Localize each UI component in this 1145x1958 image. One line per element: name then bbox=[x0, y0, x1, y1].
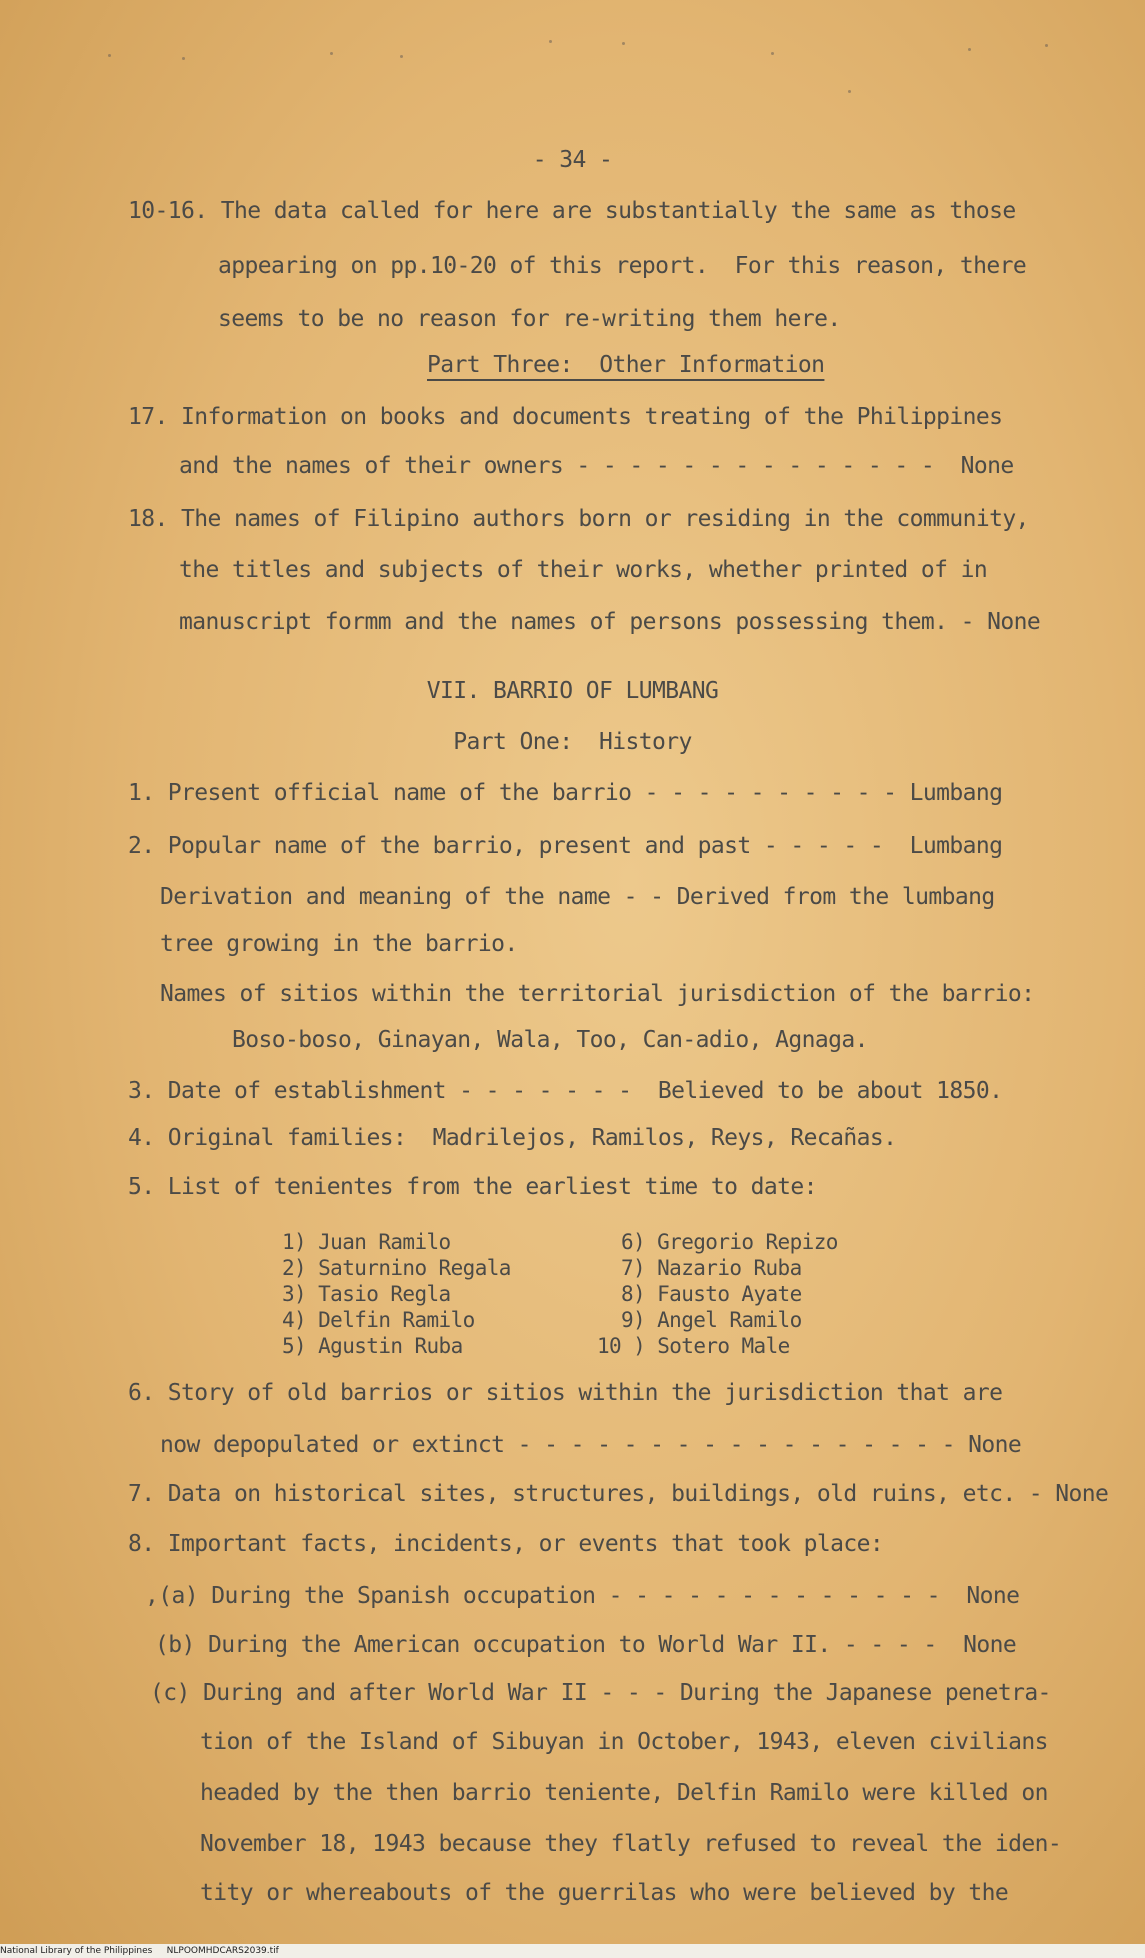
section-heading: VII. BARRIO OF LUMBANG bbox=[426, 678, 719, 704]
item-8-line-3: (b) During the American occupation to World War II. - - - - None bbox=[155, 1632, 1017, 1658]
page-number: - 34 - bbox=[532, 147, 613, 173]
teniente-list-item: 6) Gregorio Repizo bbox=[621, 1230, 838, 1254]
item-8-line-6: headed by the then barrio teniente, Delfin Ramilo were killed on bbox=[200, 1780, 1048, 1806]
dust-speck bbox=[848, 90, 851, 93]
item-2-line-2: Derivation and meaning of the name - - Derived from the lumbang bbox=[160, 884, 995, 910]
item-17-line-2: and the names of their owners - - - - - - - - - - - - - - None bbox=[179, 453, 1014, 479]
dust-speck bbox=[1045, 44, 1048, 47]
item-18-line-3: manuscript formm and the names of persons possessing them. - None bbox=[179, 609, 1041, 635]
archive-footer: National Library of the Philippines NLPOOMHDCARS2039.tif bbox=[0, 1944, 1145, 1958]
item-8-line-2: ,(a) During the Spanish occupation - - - - - - - - - - - - - None bbox=[145, 1583, 1020, 1609]
teniente-list-item: 4) Delfin Ramilo bbox=[282, 1308, 475, 1332]
item-10-16-line-2: appearing on pp.10-20 of this report. For this reason, there bbox=[218, 253, 1027, 279]
item-2-line-3: tree growing in the barrio. bbox=[160, 931, 518, 957]
dust-speck bbox=[182, 57, 185, 60]
item-10-16-line-3: seems to be no reason for re-writing them here. bbox=[218, 306, 841, 332]
item-4: 4. Original families: Madrilejos, Ramilos, Reys, Recañas. bbox=[128, 1125, 897, 1151]
teniente-list-item: 8) Fausto Ayate bbox=[621, 1282, 802, 1306]
item-17-line-1: 17. Information on books and documents treating of the Philippines bbox=[128, 404, 1003, 430]
teniente-list-item: 2) Saturnino Regala bbox=[282, 1256, 511, 1280]
item-8-line-7: November 18, 1943 because they flatly refused to reveal the iden- bbox=[200, 1831, 1062, 1857]
teniente-list-item: 5) Agustin Ruba bbox=[282, 1334, 463, 1358]
item-6-line-2: now depopulated or extinct - - - - - - - - - - - - - - - - - None bbox=[160, 1432, 1022, 1458]
dust-speck bbox=[771, 52, 774, 55]
dust-speck bbox=[108, 54, 111, 57]
item-8-line-4: (c) During and after World War II - - - During the Japanese penetra- bbox=[150, 1680, 1051, 1706]
item-8-line-8: tity or whereabouts of the guerrilas who were believed by the bbox=[200, 1880, 1009, 1906]
teniente-list-item: 7) Nazario Ruba bbox=[621, 1256, 802, 1280]
teniente-list-item: 1) Juan Ramilo bbox=[282, 1230, 451, 1254]
dust-speck bbox=[330, 52, 333, 55]
item-18-line-1: 18. The names of Filipino authors born or residing in the community, bbox=[128, 506, 1029, 532]
item-2-line-5: Boso-boso, Ginayan, Wala, Too, Can-adio, Agnaga. bbox=[232, 1027, 868, 1053]
teniente-list-item: 9) Angel Ramilo bbox=[621, 1308, 802, 1332]
dust-speck bbox=[400, 55, 403, 58]
teniente-list-item: 3) Tasio Regla bbox=[282, 1282, 451, 1306]
dust-speck bbox=[622, 42, 625, 45]
item-2-line-1: 2. Popular name of the barrio, present and past - - - - - Lumbang bbox=[128, 833, 1003, 859]
item-2-line-4: Names of sitios within the territorial jurisdiction of the barrio: bbox=[160, 981, 1035, 1007]
item-8-line-1: 8. Important facts, incidents, or events that took place: bbox=[128, 1531, 884, 1557]
item-5: 5. List of tenientes from the earliest time to date: bbox=[128, 1174, 817, 1200]
item-8-line-5: tion of the Island of Sibuyan in October, 1943, eleven civilians bbox=[200, 1729, 1048, 1755]
dust-speck bbox=[968, 48, 971, 51]
item-10-16-line-1: 10-16. The data called for here are substantially the same as those bbox=[128, 198, 1016, 224]
part-three-heading: Part Three: Other Information bbox=[427, 352, 825, 378]
part-one-heading: Part One: History bbox=[453, 729, 692, 755]
item-6-line-1: 6. Story of old barrios or sitios within the jurisdiction that are bbox=[128, 1380, 1003, 1406]
item-1: 1. Present official name of the barrio - - - - - - - - - - Lumbang bbox=[128, 780, 1003, 806]
teniente-list-item: 10 ) Sotero Male bbox=[597, 1334, 790, 1358]
item-3: 3. Date of establishment - - - - - - - Believed to be about 1850. bbox=[128, 1078, 1003, 1104]
item-18-line-2: the titles and subjects of their works, whether printed of in bbox=[179, 557, 988, 583]
item-7: 7. Data on historical sites, structures, buildings, old ruins, etc. - None bbox=[128, 1481, 1109, 1507]
dust-speck bbox=[549, 40, 552, 43]
